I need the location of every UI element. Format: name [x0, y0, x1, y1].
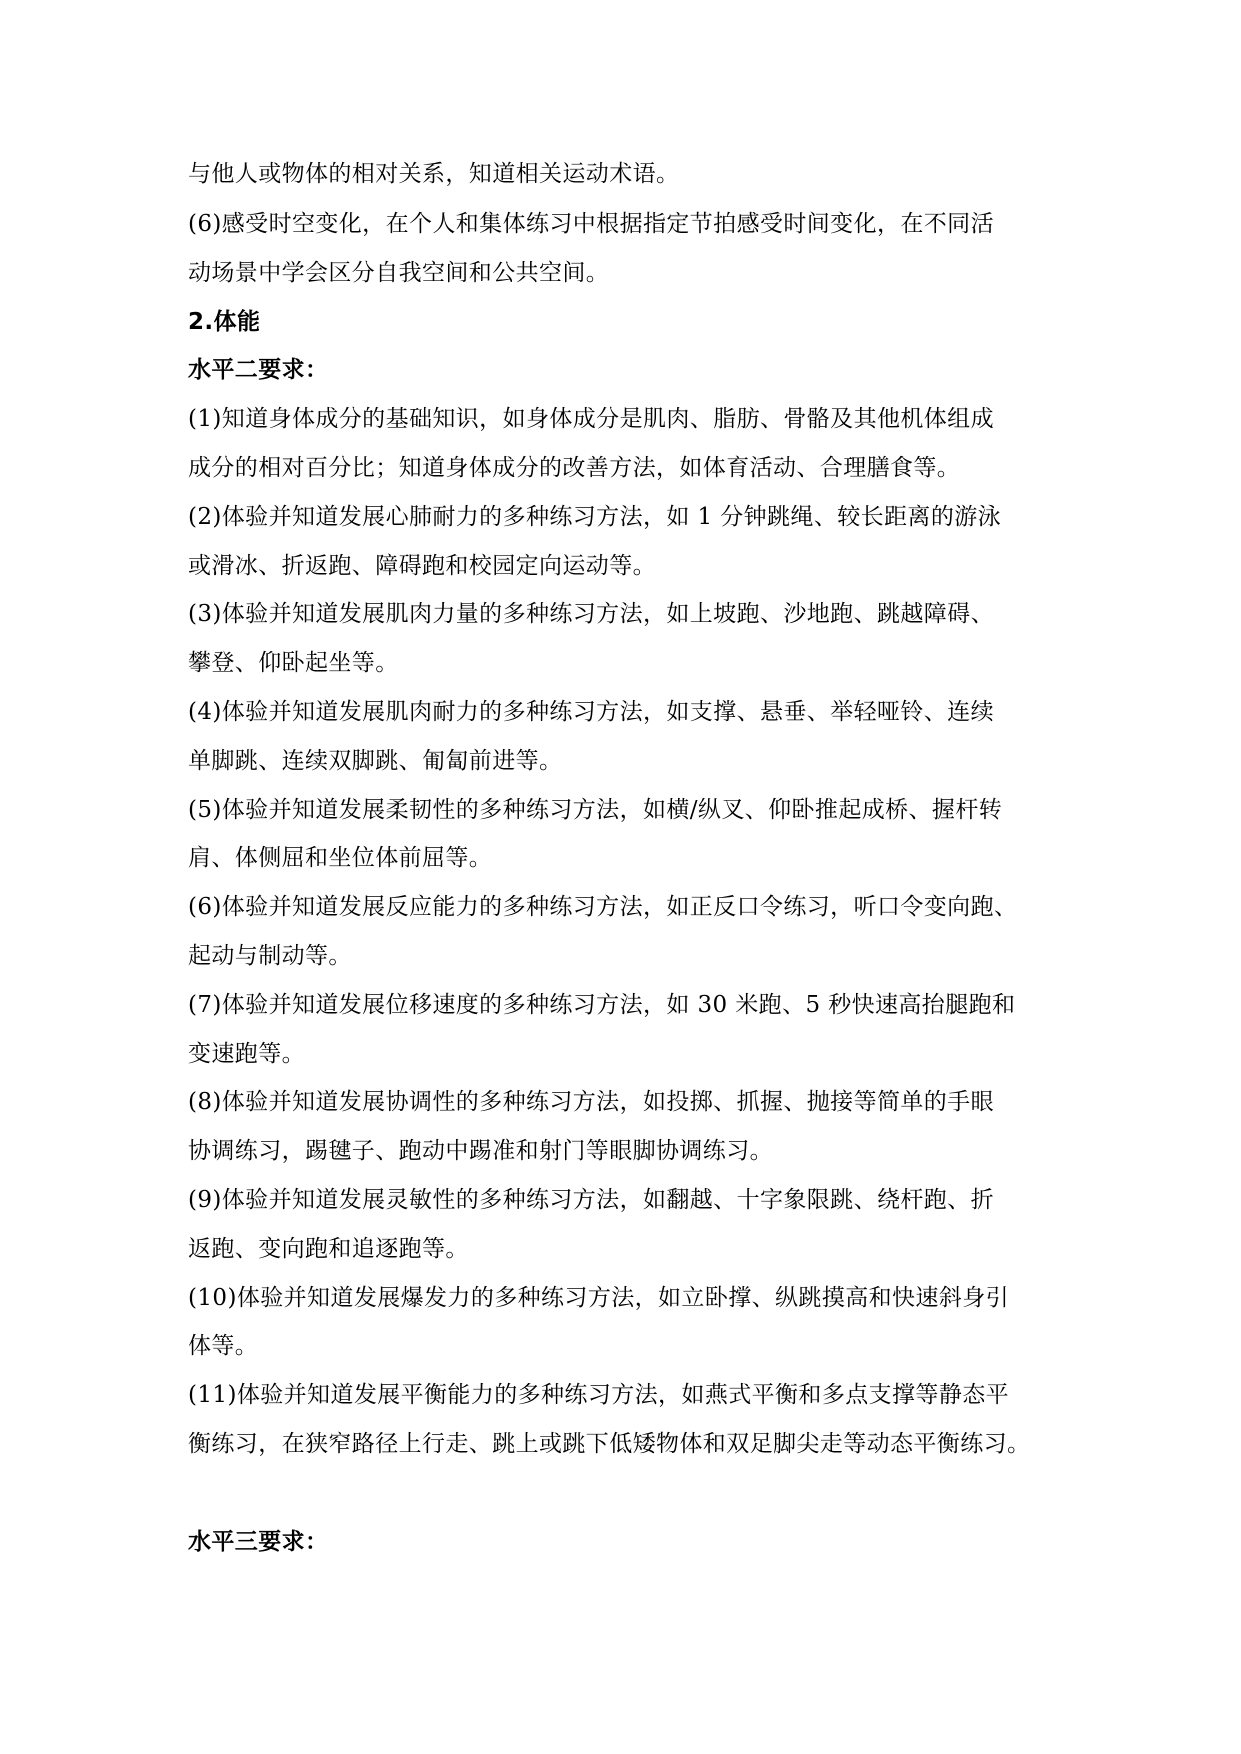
text-line: 与他人或物体的相对关系，知道相关运动术语。 — [188, 161, 680, 187]
text-line: (1)知道身体成分的基础知识，如身体成分是肌肉、脂肪、骨骼及其他机体组成 — [188, 406, 994, 432]
level-heading: 水平三要求： — [188, 1529, 329, 1555]
text-line: 攀登、仰卧起坐等。 — [188, 650, 399, 676]
text-line: (6)体验并知道发展反应能力的多种练习方法，如正反口令练习，听口令变向跑、 — [188, 894, 1018, 920]
text-line: 起动与制动等。 — [188, 943, 352, 969]
text-line: (11)体验并知道发展平衡能力的多种练习方法，如燕式平衡和多点支撑等静态平 — [188, 1382, 1010, 1408]
text-line: (8)体验并知道发展协调性的多种练习方法，如投掷、抓握、抛接等简单的手眼 — [188, 1089, 994, 1115]
text-line: 体等。 — [188, 1333, 259, 1359]
text-line: 返跑、变向跑和追逐跑等。 — [188, 1236, 469, 1262]
text-line: (2)体验并知道发展心肺耐力的多种练习方法，如 1 分钟跳绳、较长距离的游泳 — [188, 504, 1002, 530]
text-line: (6)感受时空变化，在个人和集体练习中根据指定节拍感受时间变化，在不同活 — [188, 211, 994, 237]
text-line: (9)体验并知道发展灵敏性的多种练习方法，如翻越、十字象限跳、绕杆跑、折 — [188, 1187, 994, 1213]
text-line: 肩、体侧屈和坐位体前屈等。 — [188, 845, 493, 871]
text-line: 或滑冰、折返跑、障碍跑和校园定向运动等。 — [188, 553, 656, 579]
text-line: 成分的相对百分比；知道身体成分的改善方法，如体育活动、合理膳食等。 — [188, 455, 961, 481]
text-line: (10)体验并知道发展爆发力的多种练习方法，如立卧撑、纵跳摸高和快速斜身引 — [188, 1285, 1010, 1311]
text-line: 变速跑等。 — [188, 1041, 305, 1067]
text-line: 协调练习，踢毽子、跑动中踢准和射门等眼脚协调练习。 — [188, 1138, 773, 1164]
section-heading: 2.体能 — [188, 309, 261, 335]
text-line: 动场景中学会区分自我空间和公共空间。 — [188, 260, 610, 286]
text-line: (4)体验并知道发展肌肉耐力的多种练习方法，如支撑、悬垂、举轻哑铃、连续 — [188, 699, 994, 725]
text-line: (5)体验并知道发展柔韧性的多种练习方法，如横/纵叉、仰卧推起成桥、握杆转 — [188, 797, 1003, 823]
text-line: (3)体验并知道发展肌肉力量的多种练习方法，如上坡跑、沙地跑、跳越障碍、 — [188, 601, 994, 627]
text-line: 单脚跳、连续双脚跳、匍匐前进等。 — [188, 748, 563, 774]
level-heading: 水平二要求： — [188, 357, 329, 383]
text-line: (7)体验并知道发展位移速度的多种练习方法，如 30 米跑、5 秒快速高抬腿跑和 — [188, 992, 1016, 1018]
text-line: 衡练习，在狭窄路径上行走、跳上或跳下低矮物体和双足脚尖走等动态平衡练习。 — [188, 1431, 1031, 1457]
